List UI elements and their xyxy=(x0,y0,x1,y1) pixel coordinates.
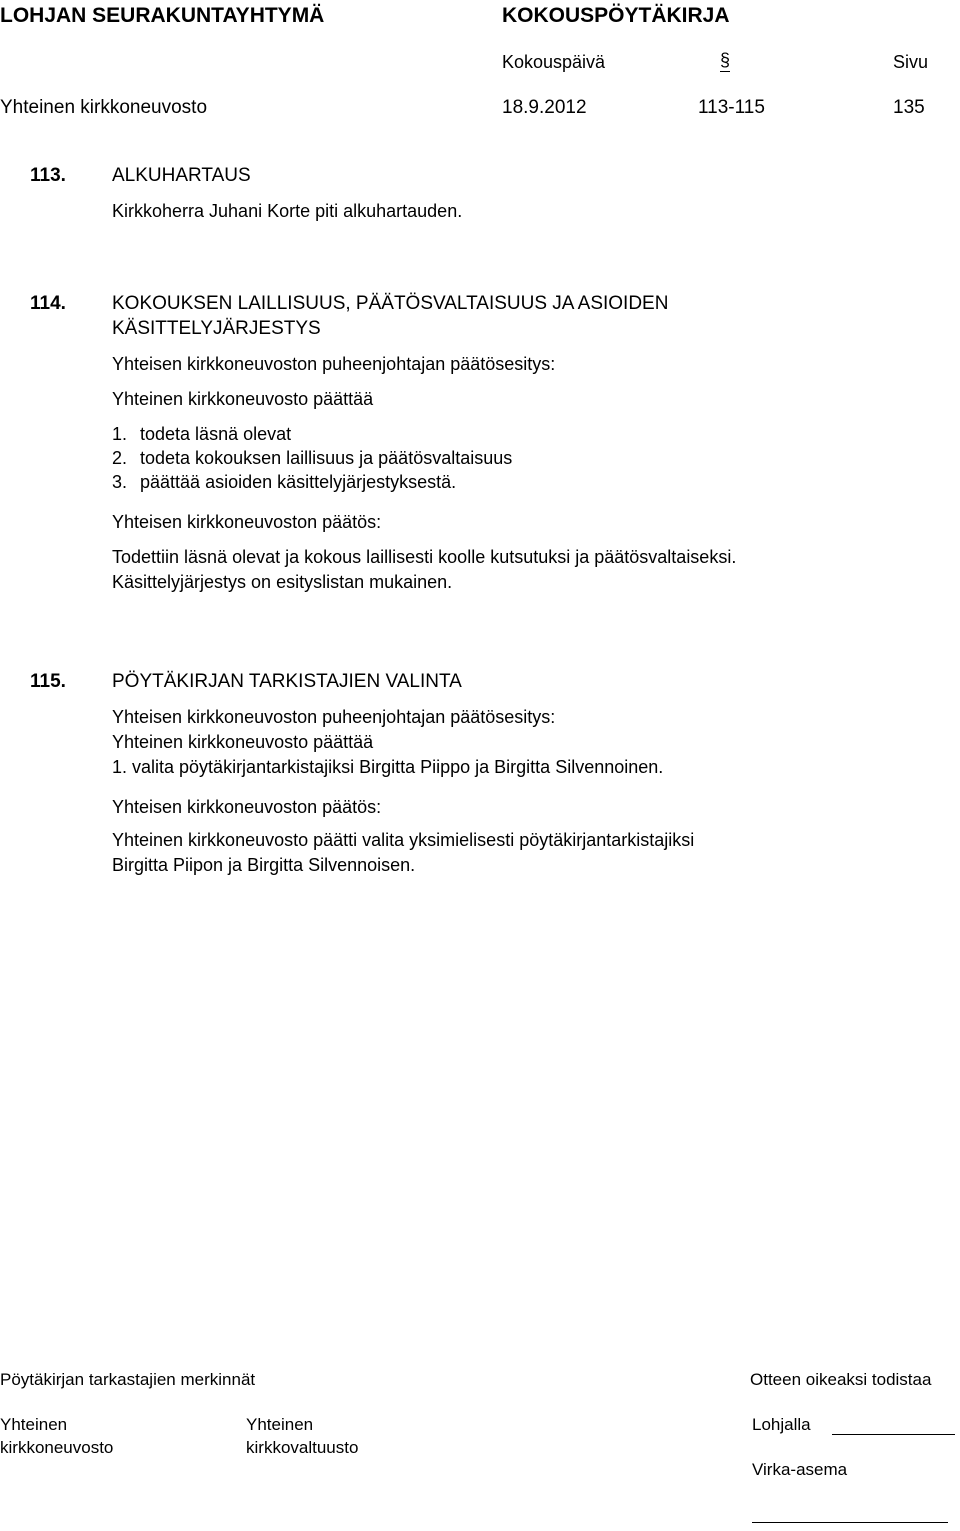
page-label: Sivu xyxy=(893,52,929,72)
section-114-title-line2: KÄSITTELYJÄRJESTYS xyxy=(112,318,321,339)
page-number: 135 xyxy=(893,97,925,118)
footer-certify-label: Otteen oikeaksi todistaa xyxy=(750,1370,932,1389)
section-115-decision-line2: Birgitta Piipon ja Birgitta Silvennoisen. xyxy=(112,855,416,875)
section-114-decision-heading: Yhteisen kirkkoneuvoston päätös: xyxy=(112,512,382,532)
proposal-item-1: 1. todeta läsnä olevat xyxy=(112,424,292,444)
section-114-decision-line1: Todettiin läsnä olevat ja kokous laillisesti koolle kutsutuksi ja päätösvaltaiseksi. xyxy=(112,547,737,567)
signature-line xyxy=(752,1522,948,1523)
proposal-item-3: 3. päättää asioiden käsittelyjärjestyksestä. xyxy=(112,472,457,492)
footer-reviewers-label: Pöytäkirjan tarkastajien merkinnät xyxy=(0,1370,256,1389)
section-113-number: 113. xyxy=(30,165,66,186)
section-115-proposal-item: 1. valita pöytäkirjantarkistajiksi Birgitta Piippo ja Birgitta Silvennoinen. xyxy=(112,757,664,777)
section-113-text: Kirkkoherra Juhani Korte piti alkuhartauden. xyxy=(112,201,463,221)
section-113-title: ALKUHARTAUS xyxy=(112,165,251,186)
footer-title-label: Virka-asema xyxy=(752,1460,848,1479)
footer-place-label: Lohjalla xyxy=(752,1415,811,1434)
footer-col2-line1: Yhteinen xyxy=(246,1415,314,1434)
section-115-proposal-intro: Yhteinen kirkkoneuvosto päättää xyxy=(112,732,374,752)
section-114-proposal-heading: Yhteisen kirkkoneuvoston puheenjohtajan päätösesitys: xyxy=(112,354,556,374)
footer-col1-line1: Yhteinen xyxy=(0,1415,68,1434)
section-115-number: 115. xyxy=(30,671,66,692)
meeting-date-label: Kokouspäivä xyxy=(502,52,606,72)
footer-col1-line2: kirkkoneuvosto xyxy=(0,1438,114,1457)
section-114-proposal-intro: Yhteinen kirkkoneuvosto päättää xyxy=(112,389,374,409)
organization-name: LOHJAN SEURAKUNTAYHTYMÄ xyxy=(0,4,325,27)
section-115-proposal-heading: Yhteisen kirkkoneuvoston puheenjohtajan päätösesitys: xyxy=(112,707,556,727)
section-115-title: PÖYTÄKIRJAN TARKISTAJIEN VALINTA xyxy=(112,671,462,692)
section-115-decision-line1: Yhteinen kirkkoneuvosto päätti valita yksimielisesti pöytäkirjantarkistajiksi xyxy=(112,830,695,850)
proposal-item-2: 2. todeta kokouksen laillisuus ja päätösvaltaisuus xyxy=(112,448,513,468)
meeting-date: 18.9.2012 xyxy=(502,97,587,118)
document-type: KOKOUSPÖYTÄKIRJA xyxy=(502,4,730,27)
footer-col2-line2: kirkkovaltuusto xyxy=(246,1438,359,1457)
place-signature-line xyxy=(832,1434,955,1435)
paragraph-label: § xyxy=(720,50,731,70)
meeting-body: Yhteinen kirkkoneuvosto xyxy=(0,97,208,118)
section-115-decision-heading: Yhteisen kirkkoneuvoston päätös: xyxy=(112,797,382,817)
paragraph-range: 113-115 xyxy=(698,97,765,118)
section-114-decision-line2: Käsittelyjärjestys on esityslistan mukainen. xyxy=(112,572,453,592)
section-114-number: 114. xyxy=(30,293,66,314)
section-114-title-line1: KOKOUKSEN LAILLISUUS, PÄÄTÖSVALTAISUUS JA ASIOIDEN xyxy=(112,293,669,314)
